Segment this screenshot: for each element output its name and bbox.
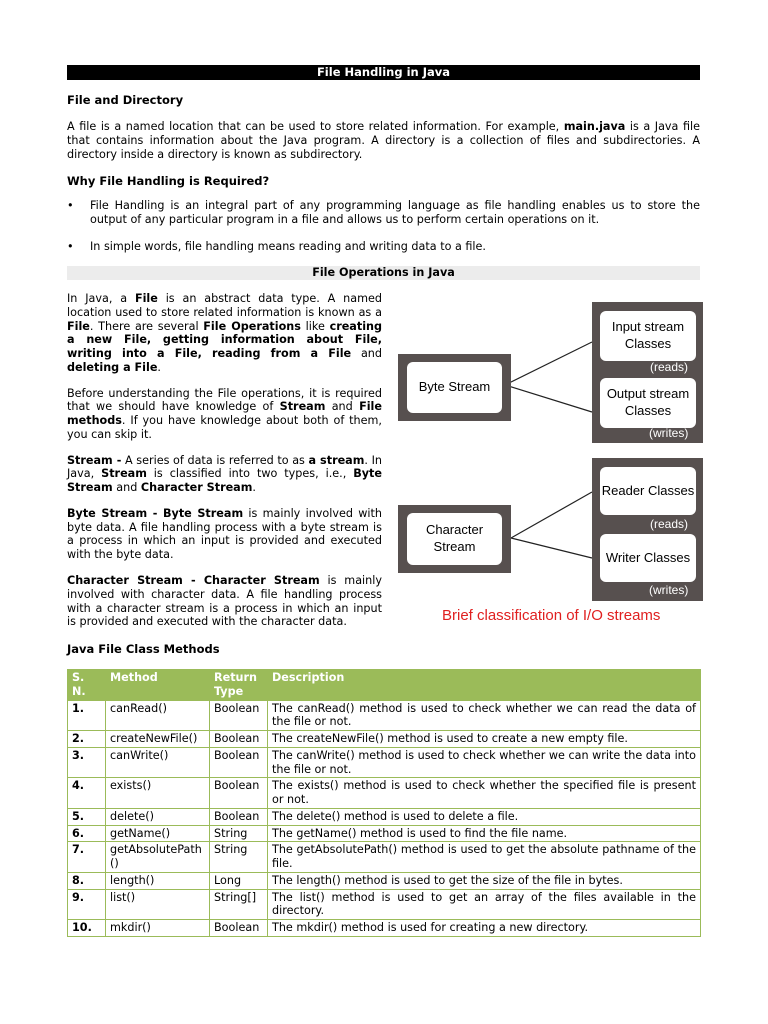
para-text: and xyxy=(351,347,382,361)
cell-return-type: Boolean xyxy=(210,731,268,748)
para-text: A series of data is referred to as xyxy=(121,453,309,467)
table-row xyxy=(68,825,701,842)
paragraph-stream xyxy=(67,454,382,495)
list-item xyxy=(67,199,700,227)
list-item xyxy=(67,240,700,254)
para-bold-text: creating a new File, getting information about File, writing into a File, reading from a File xyxy=(67,319,383,361)
para-bold-text: Stream - xyxy=(67,453,122,467)
cell-method: getAbsolutePath() xyxy=(106,842,210,873)
writes-label: (writes) xyxy=(649,583,689,597)
cell-return-type: Boolean xyxy=(210,808,268,825)
cell-description: The createNewFile() method is used to create a new empty file. xyxy=(268,731,701,748)
cell-method: list() xyxy=(106,889,210,920)
cell-sn: 5. xyxy=(68,808,106,825)
cell-return-type: Boolean xyxy=(210,747,268,778)
table-row xyxy=(68,747,701,778)
cell-method: canWrite() xyxy=(106,747,210,778)
cell-return-type: String[] xyxy=(210,889,268,920)
cell-sn: 6. xyxy=(68,825,106,842)
document-title: File Handling in Java xyxy=(67,65,700,80)
heading-java-file-class-methods: Java File Class Methods xyxy=(67,642,220,656)
para-text: and xyxy=(325,400,360,414)
cell-sn: 4. xyxy=(68,778,106,809)
para-bold-text: File Operations xyxy=(203,319,301,333)
cell-sn: 10. xyxy=(68,920,106,937)
column-header-return-type: Return Type xyxy=(210,670,268,701)
para-bold-text: Character Stream - Character Stream xyxy=(67,574,320,588)
reads-label: (reads) xyxy=(650,517,689,531)
methods-table xyxy=(67,669,701,937)
cell-description: The length() method is used to get the size of the file in bytes. xyxy=(268,872,701,889)
table-row xyxy=(68,700,701,731)
reads-label: (reads) xyxy=(650,360,689,374)
paragraph-file-intro xyxy=(67,292,382,375)
bullet-list xyxy=(67,199,700,253)
cell-sn: 1. xyxy=(68,700,106,731)
para-bold-text: Byte Stream xyxy=(67,467,382,495)
para-bold-text: Character Stream xyxy=(140,481,253,495)
para-text: is an abstract data type. A named location used to store related information is known as a xyxy=(67,292,382,319)
table-row xyxy=(68,842,701,873)
byte-stream-box: Byte Stream xyxy=(407,362,502,413)
cell-method: canRead() xyxy=(106,700,210,731)
table-header-row xyxy=(68,670,701,701)
table-row xyxy=(68,872,701,889)
cell-description: The getName() method is used to find the file name. xyxy=(268,825,701,842)
para-bold-text: a stream xyxy=(308,453,365,467)
cell-method: delete() xyxy=(106,808,210,825)
table-row xyxy=(68,731,701,748)
cell-description: The canRead() method is used to check whether we can read the data of the file or not. xyxy=(268,700,701,731)
para-text: Before understanding the File operations, it is required that we should have knowledge of xyxy=(67,386,382,414)
table-body xyxy=(68,700,701,936)
cell-sn: 2. xyxy=(68,731,106,748)
cell-return-type: Boolean xyxy=(210,778,268,809)
column-header-method: Method xyxy=(106,670,210,701)
para-text: . If you have knowledge about both of them, you can skip it. xyxy=(67,414,382,441)
para-text: and xyxy=(112,481,141,495)
para-bold-text: File xyxy=(67,319,90,333)
para-text: A file is a named location that can be used to store related information. For example, xyxy=(67,120,564,133)
cell-method: exists() xyxy=(106,778,210,809)
para-text: is mainly involved with byte data. A file handling process with a byte stream is a process in which an input is provided and executed with the byte data. xyxy=(67,506,382,562)
cell-return-type: String xyxy=(210,825,268,842)
io-streams-diagram xyxy=(398,302,704,628)
list-item-text: File Handling is an integral part of any programming language as file handling enables us to store the output of any particular program in a file and allows us to perform certain operations on it. xyxy=(90,199,700,226)
bullet-icon: • xyxy=(67,239,74,253)
para-text: . xyxy=(157,360,161,374)
table-row xyxy=(68,808,701,825)
column-header-description: Description xyxy=(268,670,701,701)
para-bold-text: File methods xyxy=(67,400,382,428)
cell-description: The mkdir() method is used for creating a new directory. xyxy=(268,920,701,937)
output-stream-box: Output stream Classes xyxy=(600,378,696,428)
writer-classes-box: Writer Classes xyxy=(600,534,696,582)
paragraph-file-definition xyxy=(67,120,700,161)
character-stream-box: Character Stream xyxy=(407,513,502,565)
list-item-text: In simple words, file handling means reading and writing data to a file. xyxy=(90,239,486,253)
diagram-caption: Brief classification of I/O streams xyxy=(442,607,661,624)
para-bold-text: Stream xyxy=(279,400,326,414)
column-header-sn: S. N. xyxy=(68,670,106,701)
para-text: . There are several xyxy=(89,319,204,333)
cell-return-type: Long xyxy=(210,872,268,889)
table-row xyxy=(68,889,701,920)
cell-sn: 7. xyxy=(68,842,106,873)
cell-method: length() xyxy=(106,872,210,889)
paragraph-before-understanding xyxy=(67,387,382,442)
section-title-file-operations: File Operations in Java xyxy=(67,266,700,280)
reader-classes-box: Reader Classes xyxy=(600,467,696,515)
para-bold-text: deleting a File xyxy=(67,360,158,374)
cell-description: The delete() method is used to delete a file. xyxy=(268,808,701,825)
paragraph-character-stream xyxy=(67,574,382,629)
cell-sn: 3. xyxy=(68,747,106,778)
cell-return-type: String xyxy=(210,842,268,873)
paragraph-byte-stream xyxy=(67,507,382,562)
para-bold-text: main.java xyxy=(563,120,626,133)
cell-method: getName() xyxy=(106,825,210,842)
document-page xyxy=(67,65,700,80)
bullet-icon: • xyxy=(67,199,74,212)
cell-description: The getAbsolutePath() method is used to get the absolute pathname of the file. xyxy=(268,842,701,873)
para-text: is mainly involved with character data. A file handling process with a character stream is a process in which an input is provided and executed with the character data. xyxy=(67,574,382,629)
cell-return-type: Boolean xyxy=(210,920,268,937)
para-bold-text: Byte Stream - Byte Stream xyxy=(67,506,244,520)
cell-method: createNewFile() xyxy=(106,731,210,748)
para-bold-text: File xyxy=(134,292,158,305)
para-text: is a Java file that contains information about the Java program. A directory is a collection of files and subdirectories. A directory inside a directory is known as subdirectory. xyxy=(67,120,701,161)
heading-why-file-handling: Why File Handling is Required? xyxy=(67,174,270,188)
writes-label: (writes) xyxy=(649,426,689,440)
heading-file-and-directory: File and Directory xyxy=(67,93,184,107)
cell-return-type: Boolean xyxy=(210,700,268,731)
table-row xyxy=(68,920,701,937)
cell-method: mkdir() xyxy=(106,920,210,937)
table-row xyxy=(68,778,701,809)
para-bold-text: Stream xyxy=(101,467,147,481)
left-column xyxy=(67,292,382,629)
para-text: . xyxy=(252,481,256,495)
cell-sn: 8. xyxy=(68,872,106,889)
para-text: like xyxy=(300,319,330,333)
methods-table-wrapper xyxy=(67,669,701,937)
input-stream-box: Input stream Classes xyxy=(600,311,696,361)
cell-sn: 9. xyxy=(68,889,106,920)
cell-description: The exists() method is used to check whether the specified file is present or not. xyxy=(268,778,701,809)
para-text: is classified into two types, i.e., xyxy=(146,467,354,481)
para-text: In Java, a xyxy=(67,292,135,305)
cell-description: The list() method is used to get an array of the files available in the directory. xyxy=(268,889,701,920)
para-text: . In Java, xyxy=(67,453,382,481)
cell-description: The canWrite() method is used to check whether we can write the data into the file or not. xyxy=(268,747,701,778)
